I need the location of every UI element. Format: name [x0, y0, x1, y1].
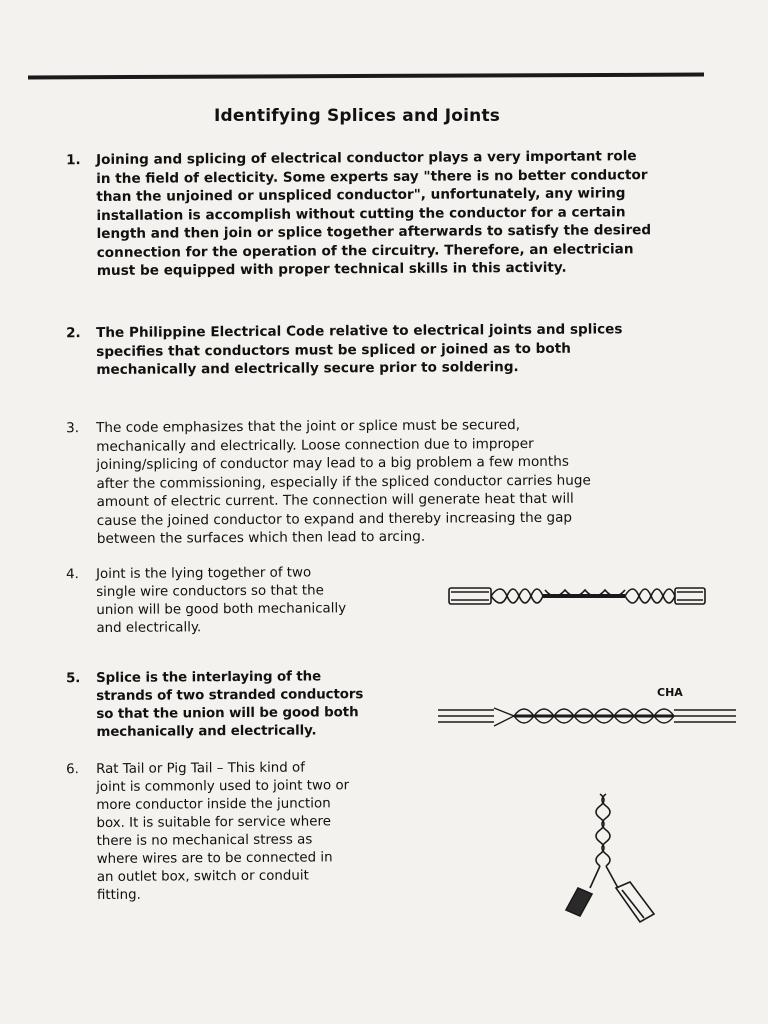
splice-illustration [434, 696, 740, 738]
item-number: 1. [66, 152, 81, 169]
splice-label: CHA [657, 686, 683, 699]
item-text: Joining and splicing of electrical conductor plays a very important role in the field of electicity. Some experts say "there is no better conductor than the unjoined or unspliced conductor", unfortunately, any wiring installation is accomplish without cutting the conductor for a certain length and then join or splice together afterwards to satisfy the desired connection for the operation of the circuitry. Therefore, an electrician must be equipped with proper technical skills in this activity. [96, 148, 652, 279]
item-text: Joint is the lying together of two single wire conductors so that the union will be good both mechanically and electrically. [96, 565, 347, 636]
item-number: 2. [66, 325, 81, 342]
item-number: 5. [66, 671, 81, 687]
item-text: Splice is the interlaying of the strands of two stranded conductors so that the union will be good both mechanically and electrically. [96, 669, 364, 740]
header-rule [28, 73, 704, 80]
item-number: 4. [66, 567, 79, 583]
item-text: The code emphasizes that the joint or splice must be secured, mechanically and electrically. Loose connection due to improper joining/splicing of conductor may lead to a big problem a few months after the commissioning, especially if the spliced conductor carries huge amount of electric current. The connection will generate heat that will cause the joined conductor to expand and thereby increasing the gap between the surfaces which then lead to arcing. [96, 417, 591, 547]
item-number: 3. [66, 420, 80, 437]
list-item-2 [66, 320, 706, 380]
item-text: Rat Tail or Pig Tail – This kind of joint is commonly used to joint two or more conductor inside the junction box. It is suitable for service where there is no mechanical stress as where wires are to be connected in an outlet box, switch or conduit fitting. [96, 760, 350, 903]
list-item-5 [66, 668, 416, 742]
item-number: 6. [66, 762, 79, 778]
page-title: Identifying Splices and Joints [214, 106, 501, 126]
joint-illustration [445, 578, 710, 614]
list-item-3 [66, 415, 707, 549]
list-item-4 [66, 564, 416, 638]
list-item-1 [66, 147, 707, 281]
pigtail-illustration [560, 792, 670, 932]
item-text: The Philippine Electrical Code relative to electrical joints and splices specifies that conductors must be spliced or joined as to both mechanically and electrically secure prior to soldering. [96, 321, 623, 378]
list-item-6 [66, 759, 417, 905]
